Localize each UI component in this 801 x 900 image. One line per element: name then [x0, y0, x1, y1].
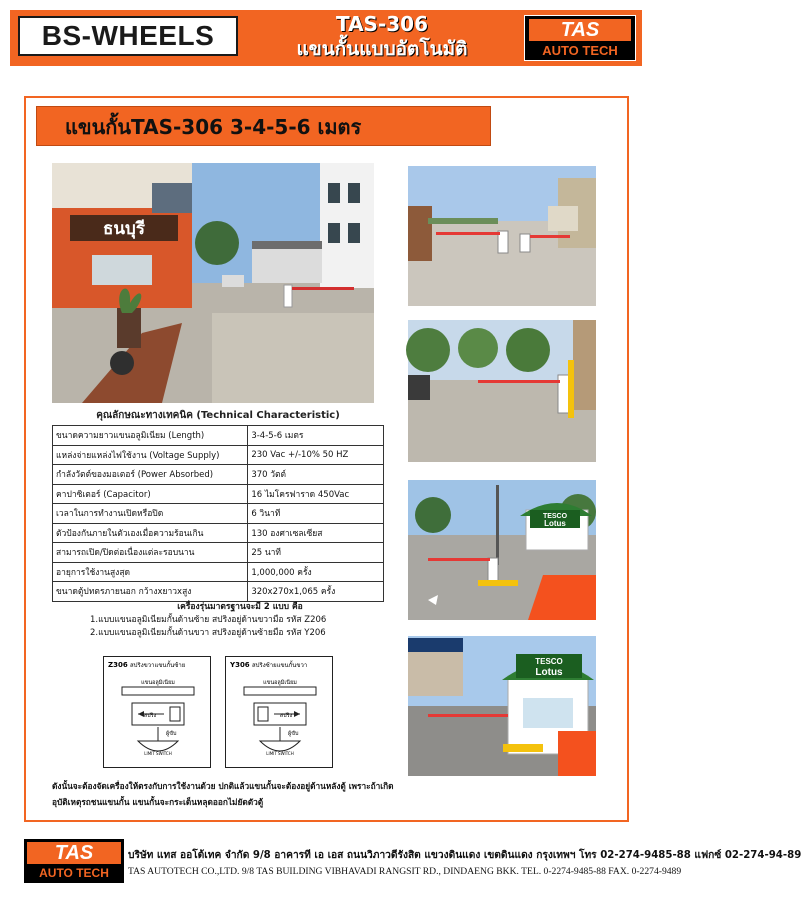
spec-key: สามารถเปิด/ปิดต่อเนื่องแต่ละรอบนาน [53, 543, 248, 563]
models-heading: เครื่องรุ่นมาตรฐานจะมี 2 แบบ คือ [177, 602, 303, 612]
logo-tas-text: TAS [529, 19, 631, 41]
spec-value: 3-4-5-6 เมตร [248, 426, 384, 446]
spec-key: ตัวป้องกันภายในตัวเองเมื่อความร้อนเกิน [53, 523, 248, 543]
header-title [246, 12, 518, 64]
photo-barrier-empty-road [408, 166, 596, 306]
diagram-z306-motor-label: ผู้ขับ [166, 731, 177, 737]
spec-value: 130 องศาเซลเซียส [248, 523, 384, 543]
spec-key: เวลาในการทำงานเปิดหรือปิด [53, 504, 248, 524]
photo-barrier-tesco-lotus-booth [408, 480, 596, 620]
diagram-y306-motor-label: ผู้ขับ [288, 731, 299, 737]
spec-key: แหล่งจ่ายแหล่งไฟใช้งาน (Voltage Supply) [53, 445, 248, 465]
bs-wheels-logo [18, 16, 238, 56]
footer-tas-logo [24, 839, 124, 883]
product-subtitle: แขนกั้นTAS-306 3-4-5-6 เมตร [36, 106, 491, 146]
spec-value: 1,000,000 ครั้ง [248, 562, 384, 582]
table-row [53, 523, 384, 543]
model-title: TAS-306 [335, 12, 429, 36]
diagram-y306-limit-label: LIMIT SWITCH [266, 751, 294, 756]
table-row [53, 465, 384, 485]
logo-auto-tech-text: AUTO TECH [542, 43, 618, 58]
tas-auto-tech-logo [524, 15, 636, 61]
table-row [53, 426, 384, 446]
lotus-sign-photo3: Lotus [544, 519, 566, 528]
thai-title: แขนกั้นแบบอัตโนมัติ [296, 38, 468, 60]
diagram-y306-spring-label: สปริง [279, 713, 293, 719]
brand-bs: BS [41, 20, 82, 51]
footer-english-address: TAS AUTOTECH CO.,LTD. 9/8 TAS BUILDING VIBHAVADI RANGSIT RD., DINDAENG BKK. TEL. 0-2274-9485-88 FAX. 0-2274-9489 [128, 866, 682, 877]
diagram-z306-spring-label: สปริง [143, 713, 157, 719]
models-line-1: 1.แบบแขนอลูมิเนียมกั้นด้านซ้าย สปริงอยู่ด้านขวามือ รหัส Z206 [90, 615, 327, 625]
header-banner [10, 10, 642, 66]
spec-key: กำลังวัตต์ของมอเตอร์ (Power Absorbed) [53, 465, 248, 485]
photo-4-illustration [408, 636, 596, 776]
spec-table [52, 425, 384, 602]
diagram-y306-code: Y306 [230, 661, 250, 669]
diagram-z306-drawing [104, 657, 212, 769]
spec-value: 370 วัตต์ [248, 465, 384, 485]
diagram-y306 [225, 656, 333, 768]
table-row [53, 484, 384, 504]
table-row [53, 562, 384, 582]
diagram-z306-limit-label: LIMIT SWITCH [144, 751, 172, 756]
diagram-z306 [103, 656, 211, 768]
diagram-y306-caption: สปริงซ้ายแขนกั้นขวา [252, 662, 308, 669]
spec-key: คาปาซิเตอร์ (Capacitor) [53, 484, 248, 504]
spec-value: 25 นาที [248, 543, 384, 563]
footer-logo-auto-tech-text: AUTO TECH [39, 866, 109, 880]
table-row [53, 543, 384, 563]
note-line-1: ดังนั้นจะต้องจัดเครื่องให้ตรงกับการใช้งานด้วย ปกติแล้วแขนกั้นจะต้องอยู่ด้านหลังตู้ เพราะถ้าเกิด [52, 781, 394, 791]
note-line-2: อุบัติเหตุรถชนแขนกั้น แขนกั้นจะกระเด็นหลุดออกไม่ยัดตัวตู้ [52, 797, 264, 807]
table-row [53, 504, 384, 524]
brand-dash: - [81, 20, 92, 51]
diagram-z306-caption: สปริงขวาแขนกั้นซ้าย [130, 662, 186, 669]
table-row [53, 582, 384, 602]
spec-value: 6 วินาที [248, 504, 384, 524]
models-description [90, 601, 390, 640]
models-line-2: 2.แบบแขนอลูมิเนียมกั้นด้านขวา สปริงอยู่ด้านซ้ายมือ รหัส Y206 [90, 628, 326, 638]
brand-wheels: WHEELS [91, 20, 215, 51]
photo-1-illustration [408, 166, 596, 306]
diagram-z306-code: Z306 [108, 661, 128, 669]
spec-key: ขนาดตู้ปทตรภายนอก กว้างxยาวxสูง [53, 582, 248, 602]
tesco-sign-photo3: TESCO [542, 513, 568, 520]
table-row [53, 445, 384, 465]
spec-key: ขนาดความยาวแขนอลูมิเนียม (Length) [53, 426, 248, 446]
photo-barrier-tree-road [408, 320, 596, 462]
diagram-z306-arm-label: แขนอลูมิเนียม [141, 680, 175, 686]
diagram-y306-drawing [226, 657, 334, 769]
spec-table-title: คุณลักษณะทางเทคนิค (Technical Characteristic) [96, 410, 340, 421]
photo-3-illustration [408, 480, 596, 620]
shop-sign-text: ธนบุรี [103, 219, 145, 239]
diagram-y306-arm-label: แขนอลูมิเนียม [263, 680, 297, 686]
tesco-sign-photo4: TESCO [535, 657, 563, 666]
spec-key: อายุการใช้งานสูงสุด [53, 562, 248, 582]
photo-2-illustration [408, 320, 596, 462]
spec-value: 230 Vac +/-10% 50 HZ [248, 445, 384, 465]
main-photo-barrier-at-building [52, 163, 374, 403]
footer-logo-tas-text: TAS [27, 842, 121, 864]
spec-value: 320x270x1,065 ครั้ง [248, 582, 384, 602]
footer-thai-address: บริษัท แทส ออโต้เทค จำกัด 9/8 อาคารที เอ เอส ถนนวิภาวดีรังสิต แขวงดินแดง เขตดินแดง กรุงเทพฯ โทร 02-274-9485-88 แฟกซ์ 02-274-94-89 [128, 850, 801, 861]
photo-tesco-lotus-guard-booth [408, 636, 596, 776]
spec-value: 16 ไมโครฟาราด 450Vac [248, 484, 384, 504]
main-photo-illustration [52, 163, 374, 403]
installation-note [52, 778, 422, 810]
lotus-sign-photo4: Lotus [535, 667, 563, 678]
